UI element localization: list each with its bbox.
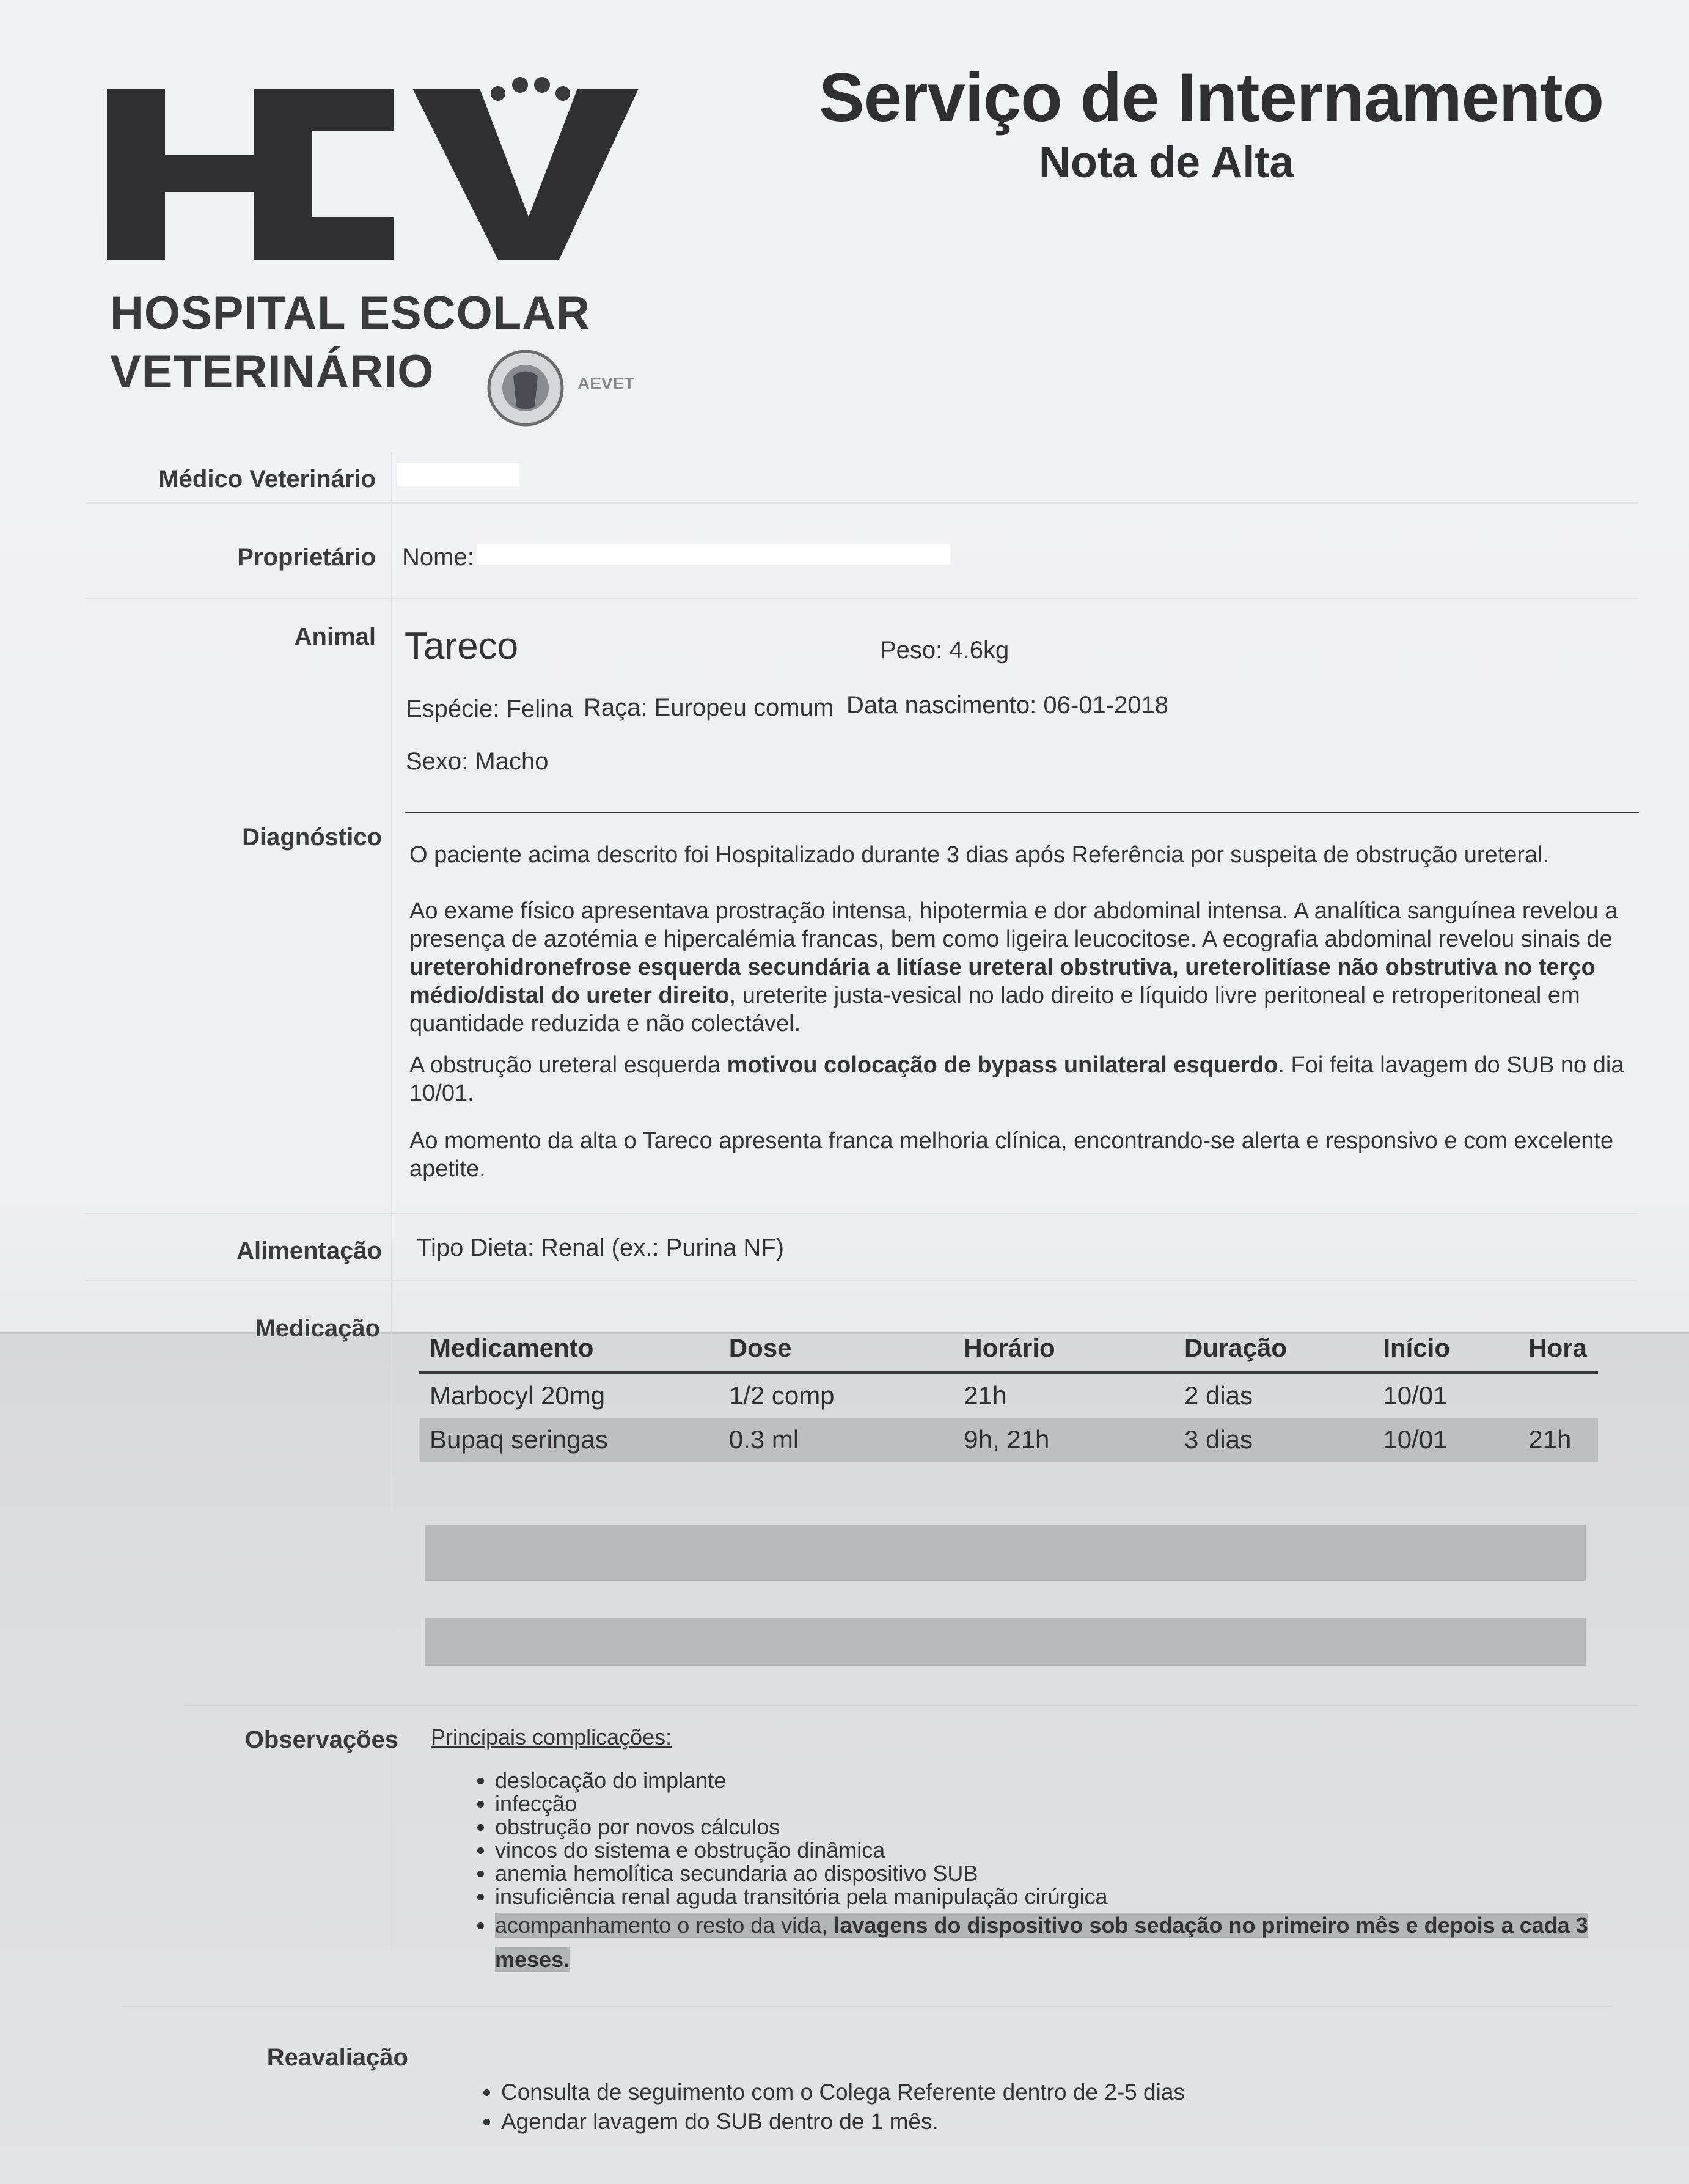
cell-schedule: 9h, 21h [953,1418,1173,1462]
separator [86,502,1638,504]
empty-table-row [425,1618,1586,1666]
document-subtitle: Nota de Alta [1039,138,1294,187]
hospital-name-line2: VETERINÁRIO [110,346,434,398]
diagnosis-paragraph-1: O paciente acima descrito foi Hospitalizado durante 3 dias após Referência por suspeita de obstrução ureteral. [409,842,1550,868]
complications-heading: Principais complicações: [431,1724,672,1750]
list-item: • anemia hemolítica secundaria ao dispositivo SUB [495,1862,1613,1885]
diagnosis-paragraph-4: Ao momento da alta o Tareco apresenta franca melhoria clínica, encontrando-se alerta e responsivo e com excelente apetite. [409,1128,1614,1182]
list-item: • insuficiência renal aguda transitória pela manipulação cirúrgica [495,1885,1613,1908]
hev-logo-icon [107,76,639,269]
diagnosis-p3-bold: motivou colocação de bypass unilateral esquerdo [727,1052,1278,1078]
table-row [419,1418,1598,1462]
diagnosis-paragraph-3 [409,1051,1632,1107]
medication-table-header [419,1326,1598,1372]
animal-breed: Raça: Europeu comum [584,694,834,721]
aevet-logo: AEVET [577,374,635,393]
col-dose: Dose [718,1326,953,1372]
cell-medicine: Bupaq seringas [419,1418,718,1462]
medication-table [419,1326,1598,1462]
animal-weight: Peso: 4.6kg [880,637,1009,664]
list-item: • vincos do sistema e obstrução dinâmica [495,1839,1613,1862]
hospital-name-line1: HOSPITAL ESCOLAR [110,287,590,339]
food-label: Alimentação [236,1237,382,1264]
col-duration: Duração [1173,1326,1372,1372]
university-seal-icon [486,348,565,428]
section-rule [405,812,1639,813]
separator [86,1280,1638,1281]
cell-schedule: 21h [964,1381,1007,1410]
redacted-vet-name [397,463,519,486]
cell-dose: 0.3 ml [718,1418,953,1462]
list-item: • deslocação do implante [495,1769,1613,1792]
medication-label: Medicação [255,1315,380,1342]
cell-duration: 3 dias [1173,1418,1372,1462]
col-time: Hora [1517,1326,1598,1372]
diagnosis-p2-bold: ureterohidronefrose esquerda secundária a litíase ureteral obstrutiva, ureterolitíase não obstrutiva no terço médio/distal do ureter direito [409,955,1596,1008]
highlighted-text: acompanhamento o resto da vida, [495,1913,834,1938]
list-item: • obstrução por novos cálculos [495,1816,1613,1839]
list-item: • Agendar lavagem do SUB dentro de 1 mês. [501,2107,1540,2136]
diet-type: Tipo Dieta: Renal (ex.: Purina NF) [417,1234,784,1261]
complications-list [464,1769,1613,1977]
list-item [495,1908,1613,1977]
reevaluation-label: Reavaliação [266,2044,408,2071]
highlighted-bold-text: lavagens do dispositivo sob sedação no primeiro mês [834,1913,1400,1938]
col-medicine: Medicamento [419,1326,718,1372]
separator [86,1213,1638,1214]
animal-species: Espécie: Felina [406,695,573,722]
cell-dose: 1/2 comp [728,1381,835,1410]
animal-label: Animal [294,623,376,650]
separator [183,1705,1638,1706]
cell-time: 21h [1517,1418,1598,1462]
cell-start: 10/01 [1383,1381,1448,1410]
list-item: • Consulta de seguimento com o Colega Referente dentro de 2-5 dias [501,2078,1540,2107]
cell-duration: 2 dias [1184,1381,1253,1410]
diagnosis-p2-text: Ao exame físico apresentava prostração intensa, hipotermia e dor abdominal intensa. A analítica sanguínea revelou a presença de azotémia e hipercalémia francas, bem como ligeira leucocitose. A ecografia abdominal revelou sinais de [409,898,1618,952]
empty-table-row [425,1525,1586,1581]
cell-start: 10/01 [1372,1418,1517,1462]
redacted-owner-name [477,544,950,565]
cell-medicine: Marbocyl 20mg [430,1381,606,1410]
animal-name: Tareco [405,625,519,667]
list-item: • infecção [495,1792,1613,1816]
reevaluation-list [471,2078,1540,2136]
animal-sex: Sexo: Macho [406,748,549,775]
diagnosis-p3-text: A obstrução ureteral esquerda [409,1052,727,1078]
separator [122,2006,1613,2007]
col-schedule: Horário [953,1326,1173,1372]
animal-birth-date: Data nascimento: 06-01-2018 [846,692,1168,719]
document-title: Serviço de Internamento [819,59,1604,136]
table-row [419,1372,1598,1418]
separator [86,598,1638,599]
diagnosis-p2-text-end: , ureterite justa-vesical no lado direito e líquido livre peritoneal e retroperitoneal em quantidade reduzida e não colectável. [409,983,1580,1036]
owner-name-label: Nome: [402,544,474,571]
observations-label: Observações [244,1726,398,1753]
col-start: Início [1372,1326,1517,1372]
diagnosis-label: Diagnóstico [242,824,382,851]
vet-label: Médico Veterinário [158,466,376,493]
diagnosis-p3-text-end: . Foi feita lavagem do SUB no dia 10/01. [409,1052,1624,1106]
owner-label: Proprietário [237,544,376,571]
highlighted-bold-text-end: e depois a cada 3 meses. [495,1913,1588,1972]
column-divider [391,452,392,1949]
cell-time [1517,1372,1598,1418]
diagnosis-paragraph-2 [409,897,1632,1038]
